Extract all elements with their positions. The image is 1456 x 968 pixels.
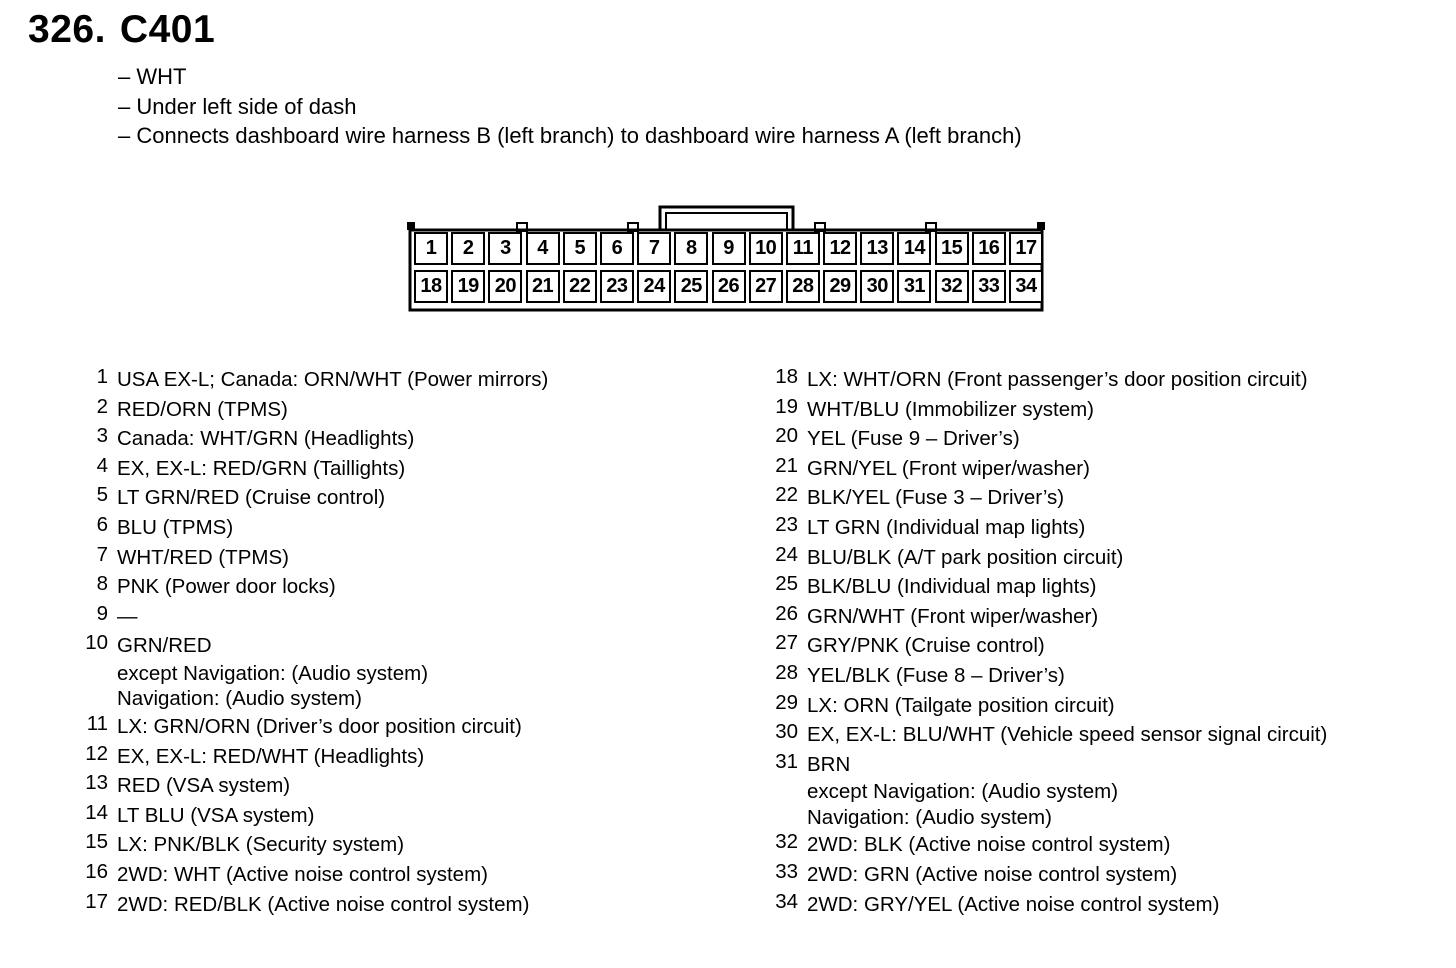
pin-number: 8 xyxy=(96,572,108,596)
pin-21: 21 xyxy=(526,270,560,303)
pin-row-top xyxy=(414,232,1046,267)
pin-19: 19 xyxy=(451,270,485,303)
pin-32: 32 xyxy=(935,270,969,303)
pin-subnote: except Navigation: (Audio system) xyxy=(807,780,1119,804)
pin-3: 3 xyxy=(488,232,522,265)
pin-10: 10 xyxy=(749,232,783,265)
list-item xyxy=(762,365,1327,395)
pin-description: EX, EX-L: RED/GRN (Taillights) xyxy=(117,456,406,480)
pin-description: BLK/YEL (Fuse 3 – Driver’s) xyxy=(807,486,1065,510)
info-color: – WHT xyxy=(118,64,187,89)
pin-number: 22 xyxy=(775,483,798,507)
pin-number: 6 xyxy=(96,512,108,536)
connector-info xyxy=(118,62,1022,151)
pin-29: 29 xyxy=(823,270,857,303)
pin-number: 30 xyxy=(775,720,798,744)
pin-20: 20 xyxy=(488,270,522,303)
pin-17: 17 xyxy=(1009,232,1043,265)
pin-34: 34 xyxy=(1009,270,1043,303)
pin-description: 2WD: GRY/YEL (Active noise control system) xyxy=(807,892,1220,916)
pin-list-left xyxy=(72,365,548,919)
pin-description: PNK (Power door locks) xyxy=(117,575,336,599)
list-item xyxy=(762,830,1327,860)
list-item xyxy=(72,543,548,573)
list-item xyxy=(762,454,1327,484)
pin-number: 7 xyxy=(96,542,108,566)
pin-number: 1 xyxy=(96,365,108,388)
list-item xyxy=(762,661,1327,691)
pin-7: 7 xyxy=(637,232,671,265)
pin-number: 11 xyxy=(86,711,108,735)
pin-description: 2WD: WHT (Active noise control system) xyxy=(117,862,488,886)
list-item xyxy=(72,483,548,513)
pin-number: 18 xyxy=(775,365,798,388)
pin-description: LT BLU (VSA system) xyxy=(117,803,315,827)
list-item xyxy=(72,454,548,484)
list-item xyxy=(72,424,548,454)
list-item xyxy=(762,483,1327,513)
pin-number: 12 xyxy=(85,741,108,765)
pin-number: 23 xyxy=(775,512,798,536)
pin-description: 2WD: RED/BLK (Active noise control system) xyxy=(117,892,530,916)
pin-9: 9 xyxy=(712,232,746,265)
section-number: 326. xyxy=(28,8,106,51)
pin-row-bottom xyxy=(414,270,1046,305)
pin-number: 31 xyxy=(775,749,798,773)
list-item xyxy=(762,424,1327,454)
pin-number: 25 xyxy=(775,572,798,596)
pin-description: RED/ORN (TPMS) xyxy=(117,397,288,421)
pin-description: Canada: WHT/GRN (Headlights) xyxy=(117,427,415,451)
list-item xyxy=(762,602,1327,632)
list-item xyxy=(72,771,548,801)
pin-description: 2WD: GRN (Active noise control system) xyxy=(807,862,1178,886)
list-item xyxy=(762,513,1327,543)
pin-description: RED (VSA system) xyxy=(117,774,291,798)
pin-number: 19 xyxy=(775,394,798,418)
pin-number: 34 xyxy=(775,889,798,913)
pin-27: 27 xyxy=(749,270,783,303)
pin-24: 24 xyxy=(637,270,671,303)
pin-number: 5 xyxy=(96,483,108,507)
pin-description: GRN/YEL (Front wiper/washer) xyxy=(807,456,1090,480)
list-item xyxy=(72,742,548,772)
pin-grid xyxy=(414,232,1046,308)
pin-subnote: Navigation: (Audio system) xyxy=(117,687,362,711)
pin-15: 15 xyxy=(935,232,969,265)
pin-description: GRN/RED xyxy=(117,634,212,658)
list-item xyxy=(72,712,548,742)
list-item xyxy=(72,830,548,860)
pin-number: 29 xyxy=(775,690,798,714)
pin-4: 4 xyxy=(526,232,560,265)
pin-number: 33 xyxy=(775,859,798,883)
pin-number: 28 xyxy=(775,660,798,684)
pin-12: 12 xyxy=(823,232,857,265)
pin-subnote: except Navigation: (Audio system) xyxy=(117,661,429,685)
pin-number: 32 xyxy=(775,830,798,854)
pin-number: 10 xyxy=(85,631,108,655)
pin-number: 9 xyxy=(96,601,108,625)
connector-diagram xyxy=(406,202,1046,314)
pin-number: 26 xyxy=(775,601,798,625)
pin-description: GRN/WHT (Front wiper/washer) xyxy=(807,604,1099,628)
pin-6: 6 xyxy=(600,232,634,265)
pin-number: 20 xyxy=(775,424,798,448)
pin-number: 21 xyxy=(775,453,798,477)
pin-description: LX: WHT/ORN (Front passenger’s door position circuit) xyxy=(807,368,1308,391)
list-item xyxy=(72,572,548,602)
pin-description: EX, EX-L: RED/WHT (Headlights) xyxy=(117,744,425,768)
list-item xyxy=(72,365,548,395)
pin-description: EX, EX-L: BLU/WHT (Vehicle speed sensor signal circuit) xyxy=(807,723,1328,747)
pin-11: 11 xyxy=(786,232,820,265)
pin-23: 23 xyxy=(600,270,634,303)
pin-description: YEL (Fuse 9 – Driver’s) xyxy=(807,427,1020,451)
pin-number: 17 xyxy=(85,889,108,913)
pin-description: LX: GRN/ORN (Driver’s door position circuit) xyxy=(117,714,522,738)
pin-description: BLK/BLU (Individual map lights) xyxy=(807,575,1097,599)
pin-31: 31 xyxy=(897,270,931,303)
pin-description: LX: ORN (Tailgate position circuit) xyxy=(807,693,1115,717)
list-item xyxy=(762,395,1327,425)
pin-30: 30 xyxy=(860,270,894,303)
pin-1: 1 xyxy=(414,232,448,265)
pin-description: BLU (TPMS) xyxy=(117,515,234,539)
pin-description: GRY/PNK (Cruise control) xyxy=(807,634,1045,658)
list-item xyxy=(762,631,1327,661)
pin-28: 28 xyxy=(786,270,820,303)
pin-description: BLU/BLK (A/T park position circuit) xyxy=(807,545,1124,569)
pin-list-right xyxy=(762,365,1327,919)
list-item xyxy=(762,572,1327,602)
list-item xyxy=(72,860,548,890)
list-item xyxy=(762,720,1327,750)
list-item xyxy=(72,395,548,425)
connector-id: C401 xyxy=(119,8,216,51)
pin-16: 16 xyxy=(972,232,1006,265)
pin-description: YEL/BLK (Fuse 8 – Driver’s) xyxy=(807,663,1065,687)
pin-description: — xyxy=(117,604,138,628)
pin-14: 14 xyxy=(897,232,931,265)
pin-26: 26 xyxy=(712,270,746,303)
list-item xyxy=(72,602,548,632)
pin-number: 13 xyxy=(85,771,108,795)
info-connection: – Connects dashboard wire harness B (left branch) to dashboard wire harness A (left branch) xyxy=(118,123,1022,148)
pin-number: 14 xyxy=(85,800,108,824)
pin-25: 25 xyxy=(674,270,708,303)
pin-number: 4 xyxy=(96,453,108,477)
pin-description: LX: PNK/BLK (Security system) xyxy=(117,833,405,857)
list-item xyxy=(72,631,548,712)
list-item xyxy=(762,860,1327,890)
pin-description: 2WD: BLK (Active noise control system) xyxy=(807,833,1171,857)
pin-number: 15 xyxy=(85,830,108,854)
pin-subnote: Navigation: (Audio system) xyxy=(807,805,1052,829)
pin-5: 5 xyxy=(563,232,597,265)
pin-8: 8 xyxy=(674,232,708,265)
pin-number: 24 xyxy=(775,542,798,566)
info-location: – Under left side of dash xyxy=(118,93,357,119)
pin-13: 13 xyxy=(860,232,894,265)
page-title xyxy=(28,8,215,52)
list-item xyxy=(762,890,1327,920)
list-item xyxy=(762,543,1327,573)
pin-18: 18 xyxy=(414,270,448,303)
pin-2: 2 xyxy=(451,232,485,265)
list-item xyxy=(762,750,1327,831)
pin-number: 2 xyxy=(96,394,108,418)
pin-22: 22 xyxy=(563,270,597,303)
pin-description: WHT/RED (TPMS) xyxy=(117,545,289,569)
list-item xyxy=(762,691,1327,721)
pin-number: 16 xyxy=(85,859,108,883)
pin-description: WHT/BLU (Immobilizer system) xyxy=(807,397,1095,421)
pin-number: 3 xyxy=(96,424,108,448)
pin-description: LT GRN (Individual map lights) xyxy=(807,515,1086,539)
list-item xyxy=(72,890,548,920)
pin-description: BRN xyxy=(807,752,851,776)
pin-description: USA EX-L; Canada: ORN/WHT (Power mirrors) xyxy=(117,368,549,391)
pin-33: 33 xyxy=(972,270,1006,303)
pin-description: LT GRN/RED (Cruise control) xyxy=(117,486,386,510)
pin-number: 27 xyxy=(775,631,798,655)
list-item xyxy=(72,513,548,543)
list-item xyxy=(72,801,548,831)
